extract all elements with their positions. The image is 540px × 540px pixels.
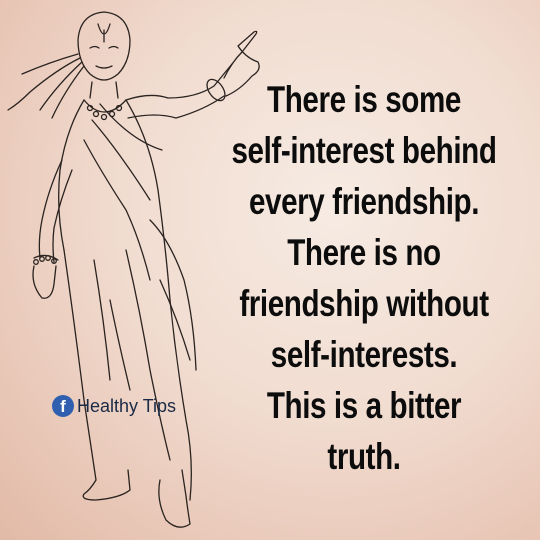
quote-text xyxy=(196,74,532,482)
facebook-icon: f xyxy=(52,395,74,417)
quote-line: There is no xyxy=(287,232,441,273)
quote-line: self-interests. xyxy=(270,334,458,375)
quote-line: self-interest behind xyxy=(231,130,497,171)
brand-name: Healthy Tips xyxy=(77,395,177,416)
quote-line: This is a bitter xyxy=(266,385,462,426)
quote-line: truth. xyxy=(327,436,401,477)
quote-line: every friendship. xyxy=(248,181,480,222)
quote-line: There is some xyxy=(267,79,461,120)
quote-line: friendship without xyxy=(239,283,489,324)
brand-badge xyxy=(52,393,176,419)
